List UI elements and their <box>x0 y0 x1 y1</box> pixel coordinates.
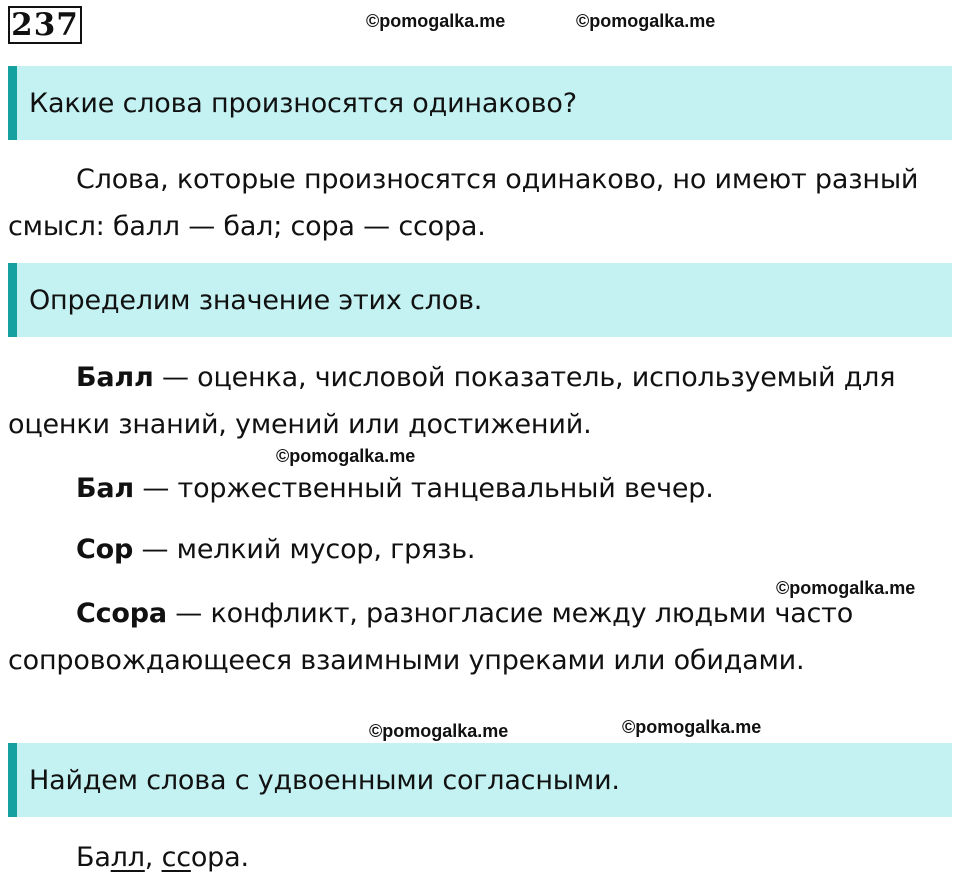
definition-paragraph <box>8 354 952 448</box>
question-text: Какие слова произносятся одинаково? <box>29 87 577 119</box>
definition-text: — конфликт, разногласие между людьми часто сопровождающееся взаимными упреками или обидами. <box>8 598 854 676</box>
separator: , <box>144 842 162 873</box>
question-banner <box>8 263 952 337</box>
watermark: ©pomogalka.me <box>622 717 762 737</box>
word-part: ора <box>190 842 241 873</box>
question-banner <box>8 66 952 140</box>
definition-paragraph <box>8 465 952 512</box>
question-text: Определим значение этих слов. <box>29 284 483 316</box>
definition-paragraph <box>8 590 952 684</box>
definition-term: Балл <box>76 362 154 393</box>
answer-paragraph <box>8 834 952 881</box>
question-banner <box>8 743 952 817</box>
definition-term: Ссора <box>76 598 167 629</box>
definition-paragraph <box>8 526 952 573</box>
definition-term: Бал <box>76 473 134 504</box>
definition-term: Сор <box>76 534 134 565</box>
watermark: ©pomogalka.me <box>776 578 916 598</box>
answer-paragraph <box>8 156 952 250</box>
double-consonant: лл <box>110 842 145 873</box>
definition-text: — мелкий мусор, грязь. <box>133 534 476 565</box>
word-part: Ба <box>76 842 111 873</box>
definition-text: — торжественный танцевальный вечер. <box>133 473 714 504</box>
watermark: ©pomogalka.me <box>369 721 509 741</box>
watermark: ©pomogalka.me <box>276 446 416 466</box>
exercise-number: 237 <box>8 6 82 44</box>
question-text: Найдем слова с удвоенными согласными. <box>29 764 620 796</box>
watermark: ©pomogalka.me <box>366 11 506 31</box>
end-mark: . <box>240 842 249 873</box>
answer-text: Слова, которые произносятся одинаково, но имеют разный смысл: балл — бал; сора — ссора. <box>8 164 919 242</box>
double-consonant: сс <box>161 842 191 873</box>
watermark: ©pomogalka.me <box>576 11 716 31</box>
definition-text: — оценка, числовой показатель, используемый для оценки знаний, умений или достижений. <box>8 362 896 440</box>
